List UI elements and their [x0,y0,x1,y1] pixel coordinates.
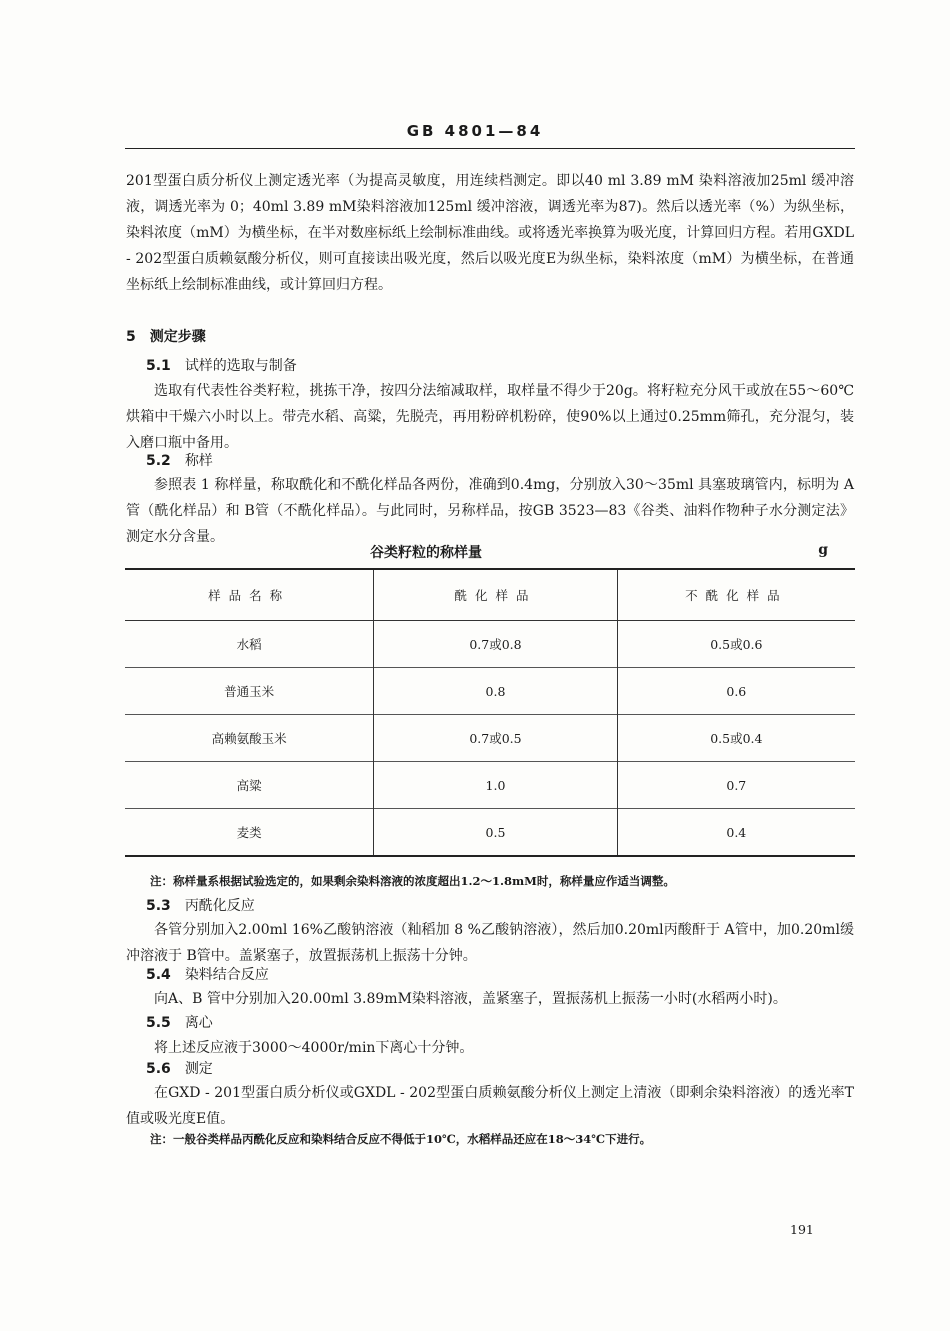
table-cell: 普通玉米 [125,668,374,715]
section-5-5-heading [146,1012,213,1034]
header-rule [125,148,855,149]
section-5-6-text: 在GXD - 201型蛋白质分析仪或GXDL - 202型蛋白质赖氨酸分析仪上测定上清液（即剩余染料溶液）的透光率T值或吸光度E值。 [126,1085,854,1127]
section-5-2-text: 参照表 1 称样量，称取酰化和不酰化样品各两份，准确到0.4mg，分别放入30～35ml 具塞玻璃管内，标明为 A管（酰化样品）和 B管（不酰化样品）。与此同时，另称样品，按GB 3523—83《谷类、油料作物种子水分测定法》测定水分含量。 [126,477,854,545]
table-row [125,668,855,715]
table-note: 注：称样量系根据试验选定的，如果剩余染料溶液的浓度超出1.2～1.8mM时，称样量应作适当调整。 [150,874,675,888]
section-number: 5.1 [146,358,171,374]
section-5-6-heading [146,1058,213,1080]
section-title: 测定步骤 [149,329,206,345]
section-5-1-text: 选取有代表性谷类籽粒，挑拣干净，按四分法缩减取样，取样量不得少于20g。将籽粒充分风干或放在55～60℃烘箱中干燥六小时以上。带壳水稻、高粱，先脱壳，再用粉碎机粉碎，使90%以上通过0.25mm筛孔，充分混匀，装入磨口瓶中备用。 [126,383,854,451]
table-cell: 0.4 [617,809,855,857]
table-header-row [125,569,855,621]
table-unit: g [818,542,828,558]
column-header: 不酰化样品 [617,569,855,621]
section-number: 5.3 [146,898,171,914]
column-header: 酰化样品 [374,569,617,621]
section-number: 5.6 [146,1061,171,1077]
table-cell: 0.5或0.4 [617,715,855,762]
table-title-row [126,542,856,564]
table-cell: 0.7或0.8 [374,621,617,668]
section-5-1-heading [146,355,297,377]
table-cell: 麦类 [125,809,374,857]
column-header: 样品名称 [125,569,374,621]
section-title: 丙酰化反应 [184,898,255,914]
section-title: 试样的选取与制备 [184,358,297,374]
table-title: 谷类籽粒的称样量 [370,545,482,561]
section-5-5-text: 将上述反应液于3000～4000r/min下离心十分钟。 [154,1040,474,1056]
section-number: 5 [126,329,136,345]
section-title: 染料结合反应 [184,967,269,983]
section-5-6-note: 注：一般谷类样品丙酰化反应和染料结合反应不得低于10℃，水稻样品还应在18～34℃下进行。 [150,1132,652,1146]
section-number: 5.2 [146,453,171,469]
table-cell: 水稻 [125,621,374,668]
section-5-3-heading [146,895,255,917]
table-cell: 0.7 [617,762,855,809]
table-cell: 1.0 [374,762,617,809]
sample-weight-table [125,568,855,857]
section-title: 称样 [184,453,213,469]
section-title: 离心 [184,1015,213,1031]
section-title: 测定 [184,1061,213,1077]
table-row [125,809,855,857]
section-5-4-text: 向A、B 管中分别加入20.00ml 3.89mM染料溶液，盖紧塞子，置振荡机上振荡一小时(水稻两小时)。 [154,991,787,1007]
table-cell: 0.8 [374,668,617,715]
section-5-heading [126,326,206,348]
table-cell: 0.5 [374,809,617,857]
page-number: 191 [790,1222,814,1237]
table-row [125,762,855,809]
section-number: 5.5 [146,1015,171,1031]
section-number: 5.4 [146,967,171,983]
table-cell: 0.7或0.5 [374,715,617,762]
table-cell: 0.6 [617,668,855,715]
table-cell: 高粱 [125,762,374,809]
section-5-3-text: 各管分别加入2.00ml 16%乙酸钠溶液（籼稻加 8 %乙酸钠溶液），然后加0.20ml丙酸酐于 A管中，加0.20ml缓冲溶液于 B管中。盖紧塞子，放置振荡机上振荡十分钟。 [126,922,854,964]
section-5-4-heading [146,964,269,986]
table-row [125,715,855,762]
standard-code-header: GB 4801—84 [406,122,544,140]
section-5-2-heading [146,450,213,472]
table-cell: 高赖氨酸玉米 [125,715,374,762]
table-cell: 0.5或0.6 [617,621,855,668]
intro-paragraph: 201型蛋白质分析仪上测定透光率（为提高灵敏度，用连续档测定。即以40 ml 3.89 mM 染料溶液加25ml 缓冲溶液，调透光率为 0；40ml 3.89 mM染料溶液加125ml 缓冲溶液，调透光率为87)。然后以透光率（%）为纵坐标，染料浓度（mM）为横坐标，在半对数座标纸上绘制标准曲线。或将透光率换算为吸光度，计算回归方程。若用GXDL - 202型蛋白质赖氨酸分析仪，则可直接读出吸光度，然后以吸光度E为纵坐标，染料浓度（mM）为横坐标，在普通坐标纸上绘制标准曲线，或计算回归方程。 [126,173,854,293]
table-row [125,621,855,668]
